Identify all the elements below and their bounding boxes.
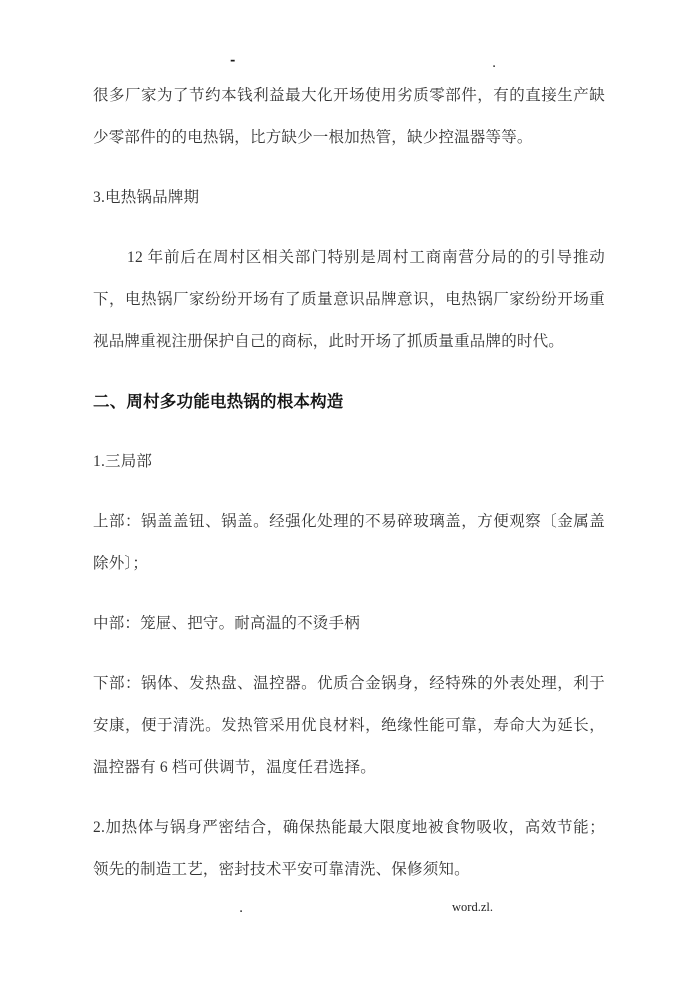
document-body bbox=[93, 75, 605, 909]
header-dash-mark: - bbox=[230, 53, 236, 68]
paragraph-defect-manufacturers: 很多厂家为了节约本钱利益最大化开场使用劣质零部件，有的直接生产缺少零部件的的电热锅，比方缺少一根加热管，缺少控温器等等。 bbox=[93, 87, 605, 146]
paragraph-lower-part: 下部：锅体、发热盘、温控器。优质合金锅身，经特殊的外表处理，利于安康，便于清洗。发热管采用优良材料，绝缘性能可靠，寿命大为延长，温控器有 6 档可供调节，温度任君选择。 bbox=[93, 675, 605, 776]
paragraph-upper-part: 上部：锅盖盖钮、锅盖。经强化处理的不易碎玻璃盖，方便观察〔金属盖除外〕； bbox=[93, 513, 605, 572]
footer-watermark: word.zl. bbox=[452, 900, 493, 914]
header-dot-mark: . bbox=[492, 56, 497, 71]
paragraph-heating-body: 2.加热体与锅身严密结合，确保热能最大限度地被食物吸收，高效节能；领先的制造工艺，密封技术平安可靠清洗、保修须知。 bbox=[93, 819, 605, 878]
subheading-brand-period: 3.电热锅品牌期 bbox=[93, 189, 200, 206]
section-heading-basic-structure: 二、周村多功能电热锅的根本构造 bbox=[93, 392, 344, 411]
subheading-three-parts: 1.三局部 bbox=[93, 453, 153, 470]
paragraph-brand-awareness: 12 年前后在周村区相关部门特别是周村工商南营分局的的引导推动下，电热锅厂家纷纷开场有了质量意识品牌意识，电热锅厂家纷纷开场重视品牌重视注册保护自己的商标，此时开场了抓质量重品牌的时代。 bbox=[93, 249, 605, 350]
paragraph-middle-part: 中部：笼屉、把守。耐高温的不烫手柄 bbox=[93, 615, 360, 632]
footer-dot-mark: . bbox=[239, 901, 244, 916]
